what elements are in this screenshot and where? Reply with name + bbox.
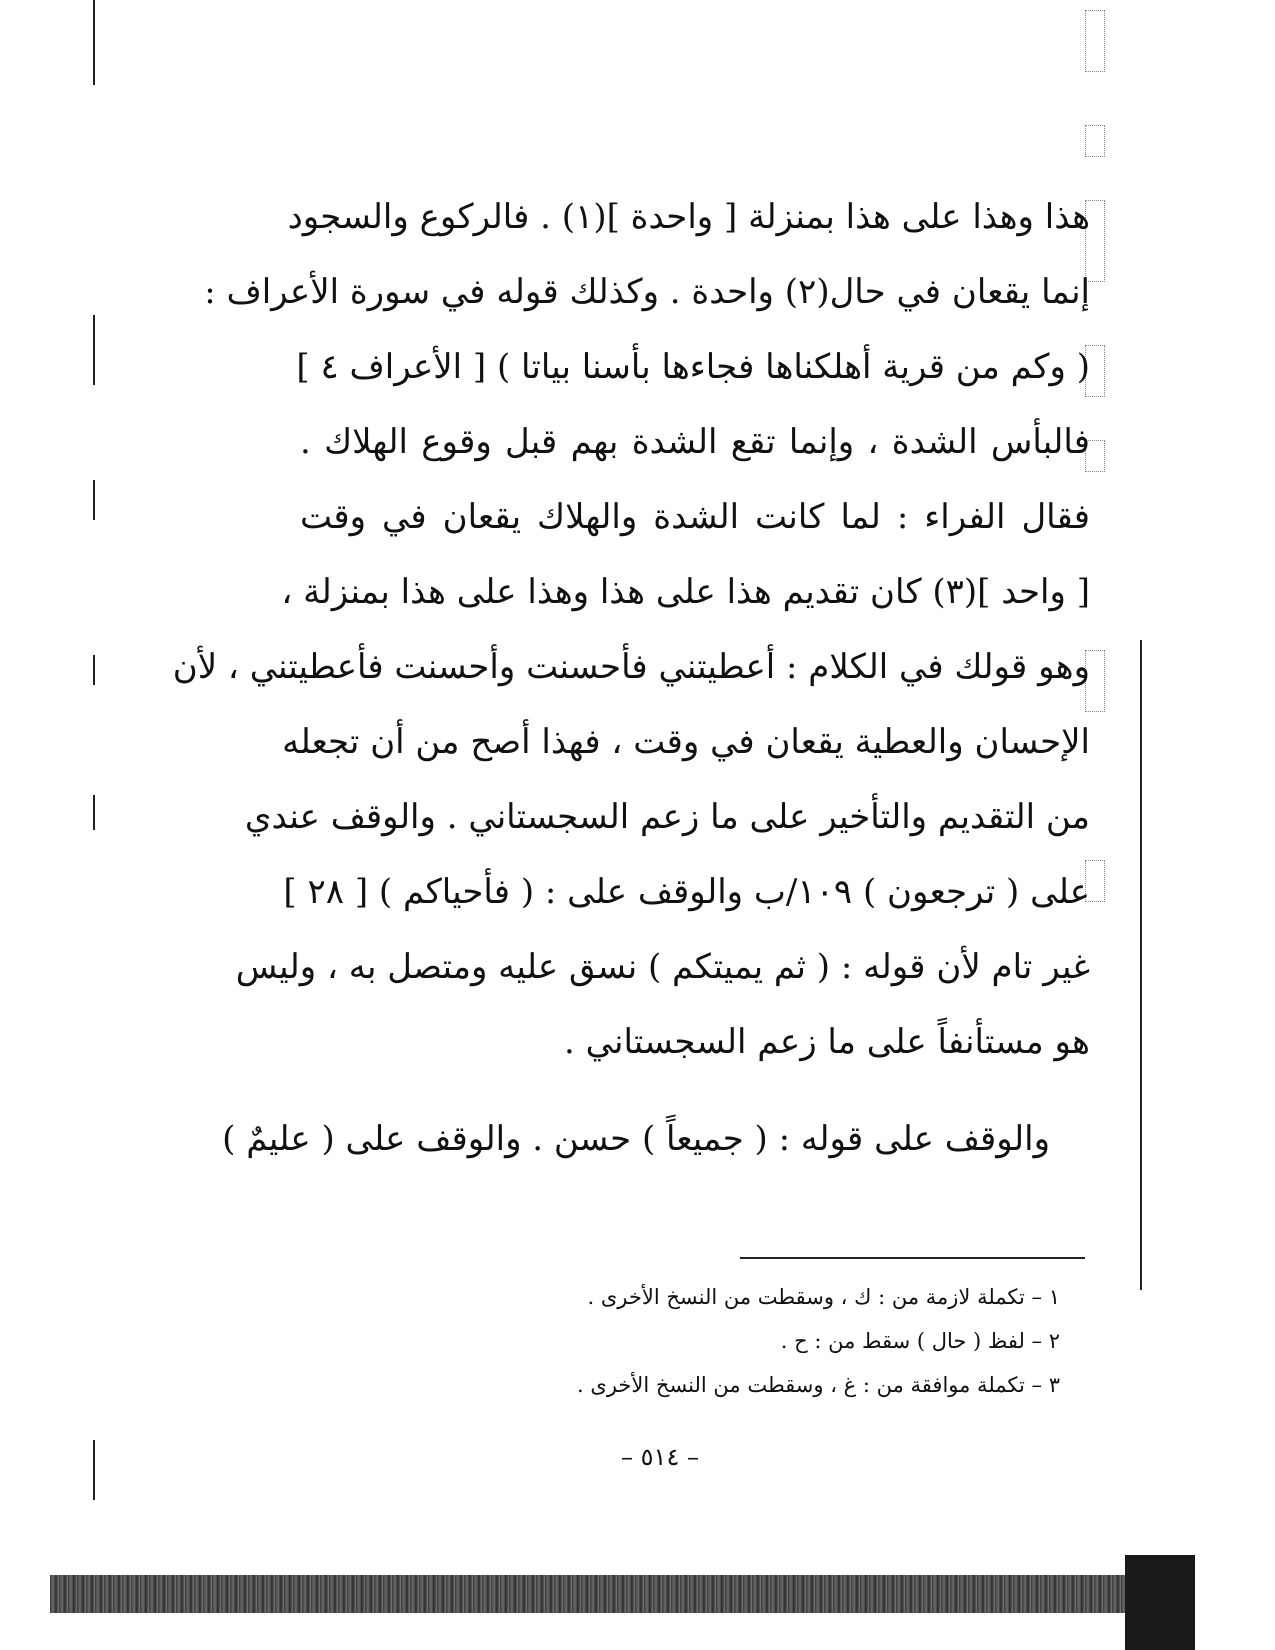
text-line: فالبأس الشدة ، وإنما تقع الشدة بهم قبل وقوع الهلاك .: [300, 422, 1090, 462]
text-line: فقال الفراء : لما كانت الشدة والهلاك يقعان في وقت: [300, 497, 1090, 537]
footnote-1: ١ – تكملة لازمة من : ك ، وسقطت من النسخ الأخرى .: [587, 1285, 1060, 1309]
text-line: وهو قولك في الكلام : أعطيتني فأحسنت وأحسنت فأعطيتني ، لأن: [172, 647, 1090, 687]
scan-corner-shadow: [1125, 1555, 1195, 1650]
text-line: غير تام لأن قوله : ( ثم يميتكم ) نسق عليه ومتصل به ، وليس: [235, 947, 1090, 987]
footnote-rule: [740, 1257, 1085, 1259]
text-line: على ( ترجعون ) ١٠٩/ب والوقف على : ( فأحياكم ) [ ٢٨ ]: [283, 872, 1090, 912]
scan-mark-right-1: [1085, 10, 1105, 72]
scan-mark-left-3: [93, 480, 95, 520]
scan-mark-left-1: [93, 0, 95, 85]
text-line: [ واحد ](٣) كان تقديم هذا على هذا وهذا على هذا بمنزلة ،: [281, 572, 1090, 612]
text-line: إنما يقعان في حال(٢) واحدة . وكذلك قوله في سورة الأعراف :: [204, 272, 1090, 312]
scan-mark-left-5: [93, 795, 95, 830]
text-line: من التقديم والتأخير على ما زعم السجستاني . والوقف عندي: [244, 797, 1090, 837]
footnotes: [440, 1275, 1060, 1407]
footnote-2: ٢ – لفظ ( حال ) سقط من : ح .: [780, 1329, 1060, 1353]
text-line: ( وكم من قرية أهلكناها فجاءها بأسنا بياتا ) [ الأعراف ٤ ]: [296, 347, 1090, 387]
text-line-final: والوقف على قوله : ( جميعاً ) حسن . والوقف على ( عليمٌ ): [222, 1119, 1050, 1159]
scan-mark-left-6: [93, 1440, 95, 1500]
scan-mark-left-4: [93, 655, 95, 685]
scan-mark-right-2: [1085, 125, 1105, 157]
scan-bottom-band: [50, 1575, 1175, 1613]
text-line: الإحسان والعطية يقعان في وقت ، فهذا أصح من أن تجعله: [282, 722, 1090, 762]
page-body: [172, 180, 1090, 1177]
text-line: هو مستأنفاً على ما زعم السجستاني .: [564, 1022, 1090, 1062]
scan-mark-left-2: [93, 315, 95, 385]
scan-mark-right-edge: [1140, 640, 1142, 1290]
footnote-3: ٣ – تكملة موافقة من : غ ، وسقطت من النسخ الأخرى .: [577, 1373, 1060, 1397]
page-number: – ٥١٤ –: [621, 1443, 699, 1471]
text-line: هذا وهذا على هذا بمنزلة [ واحدة ](١) . فالركوع والسجود: [287, 197, 1090, 237]
